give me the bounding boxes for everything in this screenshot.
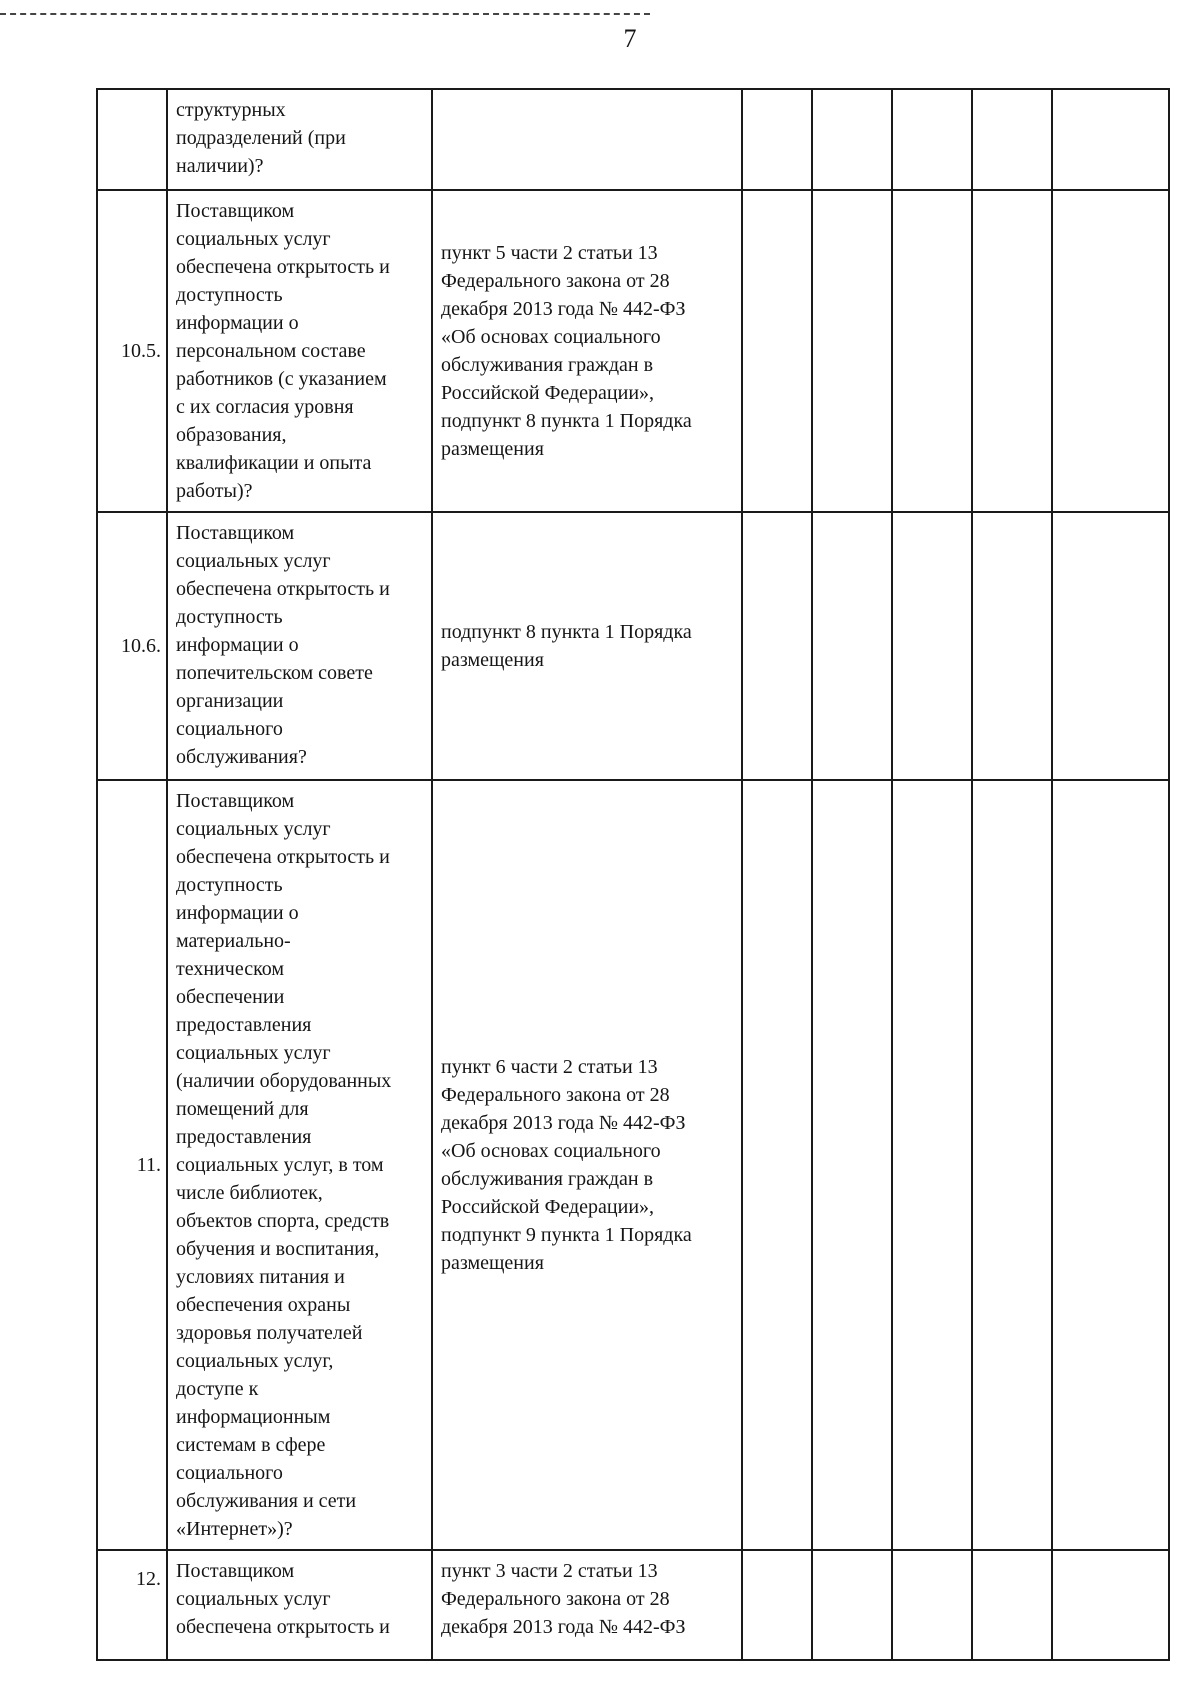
note-cell [1052,512,1169,780]
table-row [97,1550,1169,1660]
answer-no-cell [812,1550,892,1660]
answer-no-cell [812,89,892,190]
legal-basis-cell: пункт 5 части 2 статьи 13 Федерального закона от 28 декабря 2013 года № 442-ФЗ «Об основах социального обслуживания граждан в Российской Федерации», подпункт 8 пункта 1 Порядка размещения [432,190,742,512]
answer-extra-cell [972,512,1052,780]
checklist-table [96,88,1170,1661]
note-cell [1052,1550,1169,1660]
legal-basis-cell: пункт 6 части 2 статьи 13 Федерального закона от 28 декабря 2013 года № 442-ФЗ «Об основах социального обслуживания граждан в Российской Федерации», подпункт 9 пункта 1 Порядка размещения [432,780,742,1550]
answer-yes-cell [742,190,812,512]
table-row [97,512,1169,780]
answer-extra-cell [972,1550,1052,1660]
row-number [97,89,167,190]
answer-no-cell [812,190,892,512]
answer-yes-cell [742,780,812,1550]
row-number: 11. [97,780,167,1550]
answer-na-cell [892,89,972,190]
table-row [97,190,1169,512]
answer-yes-cell [742,512,812,780]
answer-yes-cell [742,1550,812,1660]
legal-basis-cell: подпункт 8 пункта 1 Порядка размещения [432,512,742,780]
answer-yes-cell [742,89,812,190]
question-cell: Поставщиком социальных услуг обеспечена открытость и доступность информации о материально- техническом обеспечении предоставления социальных услуг (наличии оборудованных помещений для предоставления социальных услуг, в том числе библиотек, объектов спорта, средств обучения и воспитания, условиях питания и обеспечения охраны здоровья получателей социальных услуг, доступе к информационным системам в сфере социального обслуживания и сети «Интернет»)? [167,780,432,1550]
legal-basis-cell: пункт 3 части 2 статьи 13 Федерального закона от 28 декабря 2013 года № 442-ФЗ [432,1550,742,1660]
answer-na-cell [892,780,972,1550]
answer-extra-cell [972,89,1052,190]
answer-no-cell [812,780,892,1550]
legal-basis-cell [432,89,742,190]
answer-na-cell [892,190,972,512]
question-cell: Поставщиком социальных услуг обеспечена открытость и [167,1550,432,1660]
note-cell [1052,780,1169,1550]
answer-na-cell [892,1550,972,1660]
answer-extra-cell [972,780,1052,1550]
answer-no-cell [812,512,892,780]
question-cell: Поставщиком социальных услуг обеспечена открытость и доступность информации о персональном составе работников (с указанием с их согласия уровня образования, квалификации и опыта работы)? [167,190,432,512]
note-cell [1052,190,1169,512]
page-number: 7 [623,24,637,53]
answer-extra-cell [972,190,1052,512]
note-cell [1052,89,1169,190]
question-cell: Поставщиком социальных услуг обеспечена открытость и доступность информации о попечительском совете организации социального обслуживания? [167,512,432,780]
answer-na-cell [892,512,972,780]
row-number: 12. [97,1550,167,1660]
table-row [97,780,1169,1550]
table-row [97,89,1169,190]
row-number: 10.6. [97,512,167,780]
scan-edge-line [0,13,650,15]
row-number: 10.5. [97,190,167,512]
question-cell: структурных подразделений (при наличии)? [167,89,432,190]
